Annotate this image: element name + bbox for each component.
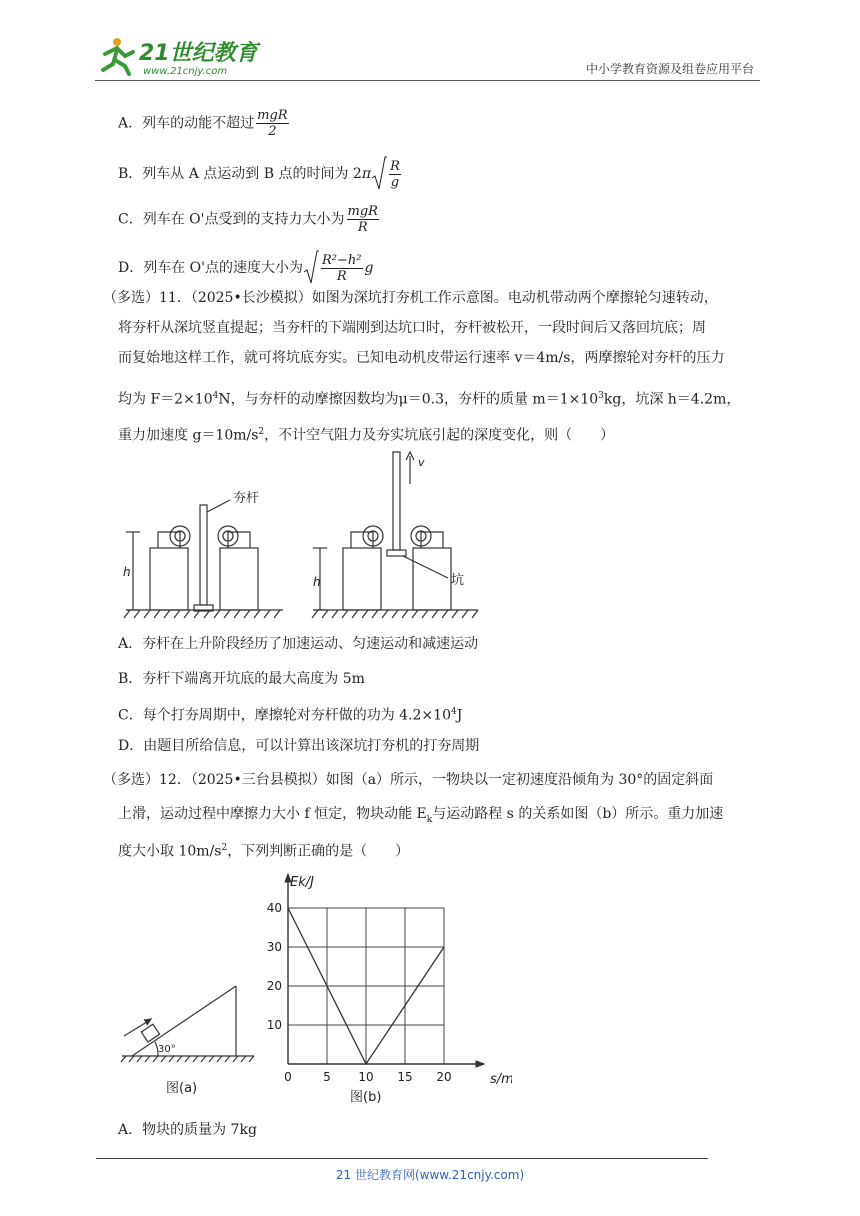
header-platform-text: 中小学教育资源及组卷应用平台 (585, 62, 754, 76)
q10-option-a: A．列车的动能不超过 $\frac{\text{mgR}}{2}$ (118, 108, 288, 139)
q12-option-a: A．物块的质量为 7kg (118, 1122, 257, 1138)
ek-s-chart (262, 868, 512, 1112)
x-axis-label: s/m (490, 1072, 512, 1087)
x-tick-label: 20 (436, 1070, 452, 1084)
q12-incline-figure (118, 980, 258, 1104)
x-tick-label: 5 (323, 1070, 331, 1084)
q10-option-c: C．列车在 O'点受到的支持力大小为 $\frac{\text{mgR}}{R}$ (118, 204, 378, 235)
x-tick-label: 10 (358, 1070, 374, 1084)
q10-option-b: B．列车从 A 点运动到 B 点的时间为 2π $\frac{R}{g}$ (118, 158, 400, 190)
chart-axes (285, 874, 484, 1067)
caption-b: 图(b) (350, 1090, 382, 1105)
q12-stem-line-1: （多选）12．（2025•三台县模拟）如图（a）所示，一物块以一定初速度沿倾角为 30°的固定斜面 (103, 772, 714, 788)
x-tick-label: 15 (397, 1070, 413, 1084)
runner-logo-icon (103, 38, 133, 74)
svg-text:www.21cnjy.com: www.21cnjy.com (143, 66, 228, 77)
q12-stem-line-3: 度大小取 $10m/s^2$，下列判断正确的是（ ） (118, 843, 410, 860)
label-v: v (418, 456, 425, 469)
q11-stem-line-1: （多选）11．（2025•长沙模拟）如图为深坑打夯机工作示意图。电动机带动两个摩擦轮匀速转动， (103, 290, 718, 306)
x-axis-arrow (476, 1061, 484, 1067)
q11-option-b: B．夯杆下端离开坑底的最大高度为 5m (118, 671, 365, 687)
footer-divider (96, 1158, 708, 1159)
label-rod: 夯杆 (233, 491, 260, 506)
q10-option-d: D．列车在 O'点的速度大小为 $\frac{\text{R²−h²}}{R}$ g (118, 252, 374, 284)
q11-option-a: A．夯杆在上升阶段经历了加速运动、匀速运动和减速运动 (118, 636, 479, 652)
svg-text:21世纪教育: 21世纪教育 (139, 41, 258, 66)
site-logo (95, 34, 265, 78)
label-pit: 坑 (451, 573, 465, 588)
y-axis-label: Ek/J (290, 875, 314, 890)
label-angle: 30° (158, 1044, 176, 1055)
q11-stem-line-3: 而复始地这样工作，就可将坑底夯实。已知电动机皮带运行速率 v＝4m/s，两摩擦轮对夯杆的压力 (118, 350, 725, 366)
caption-a: 图(a) (166, 1081, 198, 1096)
q11-option-d: D．由题目所给信息，可以计算出该深坑打夯机的打夯周期 (118, 738, 480, 754)
label-h-left: h (123, 565, 131, 579)
tamper-right-diagram (312, 452, 478, 618)
q11-tamper-figure (118, 450, 488, 624)
header-divider (95, 80, 760, 81)
tamper-left-diagram (124, 500, 283, 618)
label-h-right: h (313, 575, 321, 589)
q11-option-c: C．每个打夯周期中，摩擦轮对夯杆做的功为 $4.2\times 10^4J$ (118, 707, 463, 724)
q12-stem-line-2: 上滑，运动过程中摩擦力大小 f 恒定，物块动能 $E_k$与运动路程 s 的关系如图（b）所示。重力加速 (118, 806, 724, 825)
y-tick-label: 20 (266, 979, 282, 993)
footer-source-text: 21 世纪教育网(www.21cnjy.com) (335, 1168, 525, 1182)
chart-ticks (267, 901, 452, 1084)
x-tick-label: 0 (284, 1070, 292, 1084)
y-tick-label: 10 (266, 1018, 282, 1032)
q11-stem-line-2: 将夯杆从深坑竖直提起；当夯杆的下端刚到达坑口时，夯杆被松开，一段时间后又落回坑底；周 (118, 320, 706, 336)
y-tick-label: 30 (266, 940, 282, 954)
q11-stem-line-5: 重力加速度 $g=10m/s^2$，不计空气阻力及夯实坑底引起的深度变化，则（ ） (118, 427, 615, 444)
q11-stem-line-4: 均为 $F=2\times 10^4N$，与夯杆的动摩擦因数均为μ＝0.3，夯杆的质量 $m=1\times 10^3kg$，坑深 h＝4.2m， (118, 391, 741, 408)
chart-grid (288, 908, 444, 1064)
y-tick-label: 40 (266, 901, 282, 915)
